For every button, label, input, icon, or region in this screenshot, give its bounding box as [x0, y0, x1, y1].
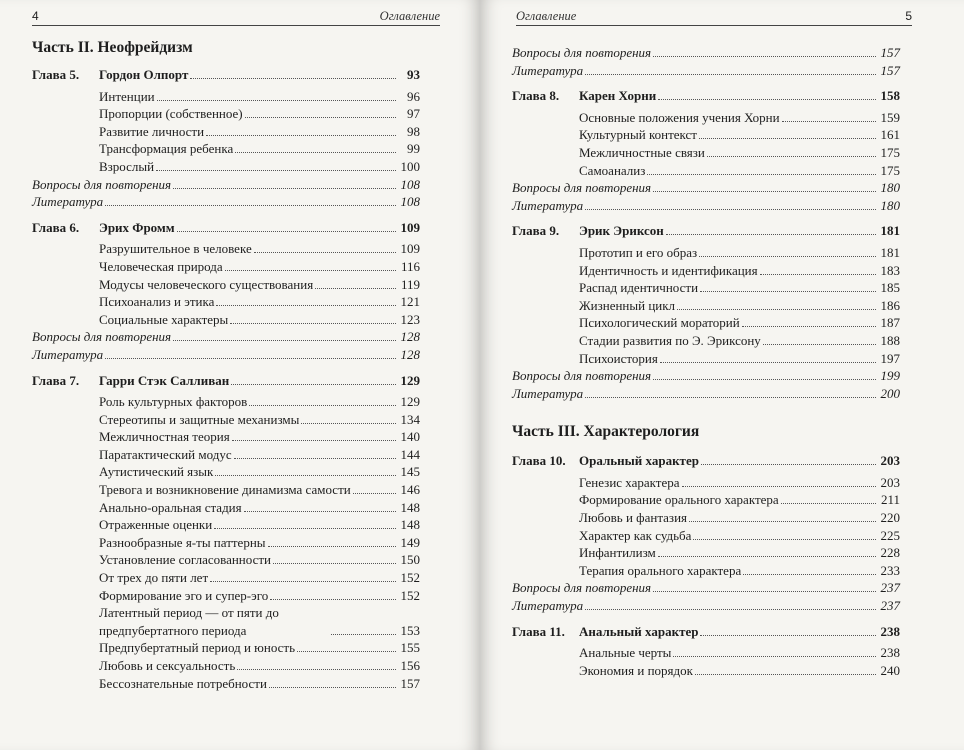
- section-page: 152: [400, 570, 420, 586]
- section-page: 148: [400, 499, 420, 515]
- leader-dots: [700, 291, 876, 292]
- section-title: Стереотипы и защитные механизмы: [99, 411, 300, 427]
- section-page: 240: [880, 662, 900, 678]
- toc-section[interactable]: [512, 162, 900, 180]
- section-page: 153: [400, 622, 420, 638]
- leader-dots: [234, 458, 396, 459]
- toc-section[interactable]: [512, 544, 900, 562]
- leader-dots: [695, 674, 876, 675]
- toc-section[interactable]: [512, 144, 900, 162]
- toc-review-questions[interactable]: [32, 328, 420, 346]
- section-title: Распад идентичности: [579, 280, 699, 296]
- chapter-title: Анальный характер: [579, 623, 699, 639]
- leader-dots: [173, 188, 396, 189]
- toc-section[interactable]: [512, 297, 900, 315]
- chapter-label: Глава 9.: [512, 223, 560, 239]
- toc-section[interactable]: [32, 293, 420, 311]
- toc-review-questions[interactable]: [512, 179, 900, 197]
- leader-dots: [743, 574, 876, 575]
- toc-chapter[interactable]: [32, 66, 420, 84]
- toc-section[interactable]: [32, 140, 420, 158]
- section-title: Бессознательные потребности: [99, 675, 267, 691]
- section-page: 220: [880, 510, 900, 526]
- toc-chapter[interactable]: [512, 222, 900, 240]
- review-page: 199: [880, 368, 900, 384]
- leader-dots: [673, 656, 876, 657]
- review-title: Вопросы для повторения: [512, 368, 652, 384]
- section-title: Латентный период — от пяти до предпубертатного периода: [99, 605, 279, 638]
- toc-section[interactable]: [512, 662, 900, 680]
- leader-dots: [206, 135, 396, 136]
- leader-dots: [699, 256, 876, 257]
- section-page: 116: [400, 258, 420, 274]
- toc-section[interactable]: [512, 126, 900, 144]
- section-title: Интенции: [99, 88, 155, 104]
- chapter-label: Глава 11.: [512, 623, 565, 639]
- toc-section[interactable]: [32, 675, 420, 693]
- leader-dots: [781, 503, 876, 504]
- toc-review-questions[interactable]: [512, 579, 900, 597]
- section-page: 146: [400, 482, 420, 498]
- section-title: Жизненный цикл: [579, 297, 676, 313]
- toc-left: [32, 36, 420, 692]
- review-title: Вопросы для повторения: [512, 45, 652, 60]
- toc-review-questions[interactable]: [512, 367, 900, 385]
- toc-section[interactable]: [512, 491, 900, 509]
- section-page: 145: [400, 464, 420, 480]
- left-running-head: [32, 8, 440, 26]
- toc-section[interactable]: [512, 244, 900, 262]
- leader-dots: [660, 362, 876, 363]
- toc-section[interactable]: [32, 105, 420, 123]
- leader-dots: [235, 152, 396, 153]
- section-title: Развитие личности: [99, 123, 205, 139]
- toc-section[interactable]: [32, 240, 420, 258]
- toc-section[interactable]: [32, 258, 420, 276]
- section-title: Социальные характеры: [99, 311, 229, 327]
- section-page: 186: [880, 297, 900, 313]
- leader-dots: [210, 581, 396, 582]
- toc-section[interactable]: [512, 474, 900, 492]
- leader-dots: [677, 309, 876, 310]
- toc-section[interactable]: [32, 587, 420, 605]
- section-page: 156: [400, 658, 420, 673]
- section-page: 175: [880, 162, 900, 178]
- leader-dots: [585, 209, 876, 210]
- section-title: Отраженные оценки: [99, 517, 213, 533]
- leader-dots: [699, 138, 876, 139]
- chapter-page: 93: [407, 67, 420, 82]
- literature-title: Литература: [512, 197, 584, 213]
- toc-literature[interactable]: [512, 197, 900, 215]
- review-title: Вопросы для повторения: [512, 580, 652, 596]
- section-page: 161: [880, 127, 900, 143]
- section-title: Инфантилизм: [579, 545, 656, 561]
- toc-section[interactable]: [32, 311, 420, 329]
- section-page: 144: [400, 446, 420, 462]
- section-title: Культурный контекст: [579, 127, 697, 143]
- chapter-label: Глава 5.: [32, 67, 80, 82]
- section-page: 228: [880, 545, 900, 561]
- toc-section[interactable]: [32, 158, 420, 176]
- chapter-page: 129: [400, 372, 420, 388]
- toc-chapter[interactable]: [32, 219, 420, 237]
- leader-dots: [216, 305, 396, 306]
- leader-dots: [268, 546, 396, 547]
- section-title: Стадии развития по Э. Эриксону: [579, 332, 761, 348]
- section-page: 181: [880, 244, 900, 260]
- section-title: Основные положения учения Хорни: [579, 109, 780, 125]
- section-title: Межличностные связи: [579, 144, 705, 160]
- toc-section[interactable]: [512, 109, 900, 127]
- toc-right: [512, 44, 900, 679]
- chapter-page: 109: [400, 219, 420, 235]
- section-title: Аутистический язык: [99, 464, 214, 480]
- section-page: 129: [400, 394, 420, 410]
- section-title: Взрослый: [99, 158, 155, 174]
- review-page: 108: [400, 176, 420, 192]
- toc-section[interactable]: [32, 411, 420, 429]
- chapter-title: Оральный характер: [579, 453, 699, 469]
- literature-page: 108: [400, 194, 420, 210]
- leader-dots: [353, 493, 396, 494]
- section-page: 159: [880, 109, 900, 125]
- running-title: Оглавление: [516, 9, 577, 23]
- chapter-page: 203: [880, 453, 900, 469]
- toc-section[interactable]: [32, 569, 420, 587]
- leader-dots: [647, 174, 876, 175]
- section-title: Психоистория: [579, 350, 658, 366]
- section-page: 225: [880, 527, 900, 543]
- toc-section[interactable]: [512, 527, 900, 545]
- leader-dots: [763, 344, 876, 345]
- review-page: 157: [880, 45, 900, 60]
- leader-dots: [653, 379, 876, 380]
- chapter-page: 158: [880, 88, 900, 104]
- chapter-page: 238: [880, 623, 900, 639]
- section-title: Прототип и его образ: [579, 244, 698, 260]
- literature-title: Литература: [32, 194, 104, 210]
- section-title: Пропорции (собственное): [99, 106, 243, 122]
- chapter-title: Эрик Эриксон: [579, 223, 664, 239]
- section-page: 175: [880, 144, 900, 160]
- leader-dots: [315, 288, 396, 289]
- chapter-label: Глава 8.: [512, 88, 560, 104]
- toc-section[interactable]: [32, 516, 420, 534]
- section-page: 155: [400, 640, 420, 656]
- section-page: 119: [400, 276, 420, 292]
- section-title: Идентичность и идентификация: [579, 262, 758, 278]
- chapter-title: Эрих Фромм: [99, 219, 175, 235]
- page-number: 5: [905, 9, 912, 23]
- leader-dots: [214, 528, 396, 529]
- section-title: Межличностная теория: [99, 429, 230, 445]
- toc-chapter[interactable]: [512, 87, 900, 105]
- review-title: Вопросы для повторения: [32, 176, 172, 192]
- leader-dots: [157, 100, 396, 101]
- chapter-title: Карен Хорни: [579, 88, 657, 104]
- leader-dots: [249, 405, 396, 406]
- toc-section[interactable]: [512, 644, 900, 662]
- section-title: Разрушительное в человеке: [99, 241, 252, 257]
- section-page: 188: [880, 332, 900, 348]
- toc-section[interactable]: [512, 332, 900, 350]
- section-title: Характер как судьба: [579, 527, 692, 543]
- leader-dots: [244, 511, 396, 512]
- toc-section[interactable]: [32, 276, 420, 294]
- toc-section[interactable]: [512, 350, 900, 368]
- leader-dots: [273, 563, 396, 564]
- section-title: Формирование эго и супер-эго: [99, 587, 269, 603]
- literature-page: 237: [880, 598, 900, 614]
- leader-dots: [231, 384, 396, 385]
- literature-title: Литература: [512, 385, 584, 401]
- page-number: 4: [32, 9, 39, 23]
- toc-chapter[interactable]: [512, 452, 900, 470]
- leader-dots: [700, 635, 876, 636]
- toc-section[interactable]: [32, 88, 420, 106]
- toc-literature[interactable]: [512, 597, 900, 615]
- section-page: 109: [400, 241, 420, 257]
- toc-chapter[interactable]: [512, 623, 900, 641]
- left-page: [0, 0, 480, 750]
- section-page: 134: [400, 411, 420, 427]
- literature-page: 200: [880, 385, 900, 401]
- toc-section[interactable]: [32, 604, 420, 639]
- leader-dots: [658, 556, 876, 557]
- chapter-page: 181: [880, 223, 900, 239]
- leader-dots: [693, 539, 876, 540]
- leader-dots: [156, 170, 396, 171]
- toc-literature[interactable]: [512, 62, 900, 80]
- section-page: 152: [400, 587, 420, 603]
- section-title: Паратактический модус: [99, 446, 232, 462]
- section-page: 149: [400, 534, 420, 550]
- section-title: Любовь и сексуальность: [99, 658, 236, 673]
- chapter-label: Глава 7.: [32, 372, 80, 388]
- section-title: Самоанализ: [579, 162, 646, 178]
- leader-dots: [585, 397, 876, 398]
- section-page: 140: [400, 429, 420, 445]
- leader-dots: [105, 205, 396, 206]
- toc-section[interactable]: [512, 509, 900, 527]
- section-page: 157: [400, 675, 420, 691]
- literature-page: 157: [880, 62, 900, 78]
- section-title: Любовь и фантазия: [579, 510, 687, 526]
- section-page: 98: [407, 123, 420, 139]
- chapter-title: Гарри Стэк Салливан: [99, 372, 230, 388]
- leader-dots: [707, 156, 876, 157]
- leader-dots: [215, 475, 396, 476]
- review-title: Вопросы для повторения: [512, 180, 652, 196]
- toc-section[interactable]: [32, 499, 420, 517]
- section-page: 123: [400, 311, 420, 327]
- part-title: Часть II. Неофрейдизм: [32, 39, 193, 56]
- toc-literature[interactable]: [32, 193, 420, 211]
- section-page: 233: [880, 562, 900, 578]
- leader-dots: [245, 117, 396, 118]
- toc-section[interactable]: [512, 314, 900, 332]
- section-page: 203: [880, 474, 900, 490]
- section-page: 185: [880, 280, 900, 296]
- leader-dots: [254, 252, 396, 253]
- section-page: 197: [880, 350, 900, 366]
- running-title: Оглавление: [379, 9, 440, 23]
- toc-section[interactable]: [512, 562, 900, 580]
- section-page: 187: [880, 315, 900, 331]
- leader-dots: [782, 121, 876, 122]
- review-page: 237: [880, 580, 900, 596]
- leader-dots: [331, 634, 396, 635]
- literature-page: 180: [880, 197, 900, 213]
- section-title: Роль культурных факторов: [99, 394, 248, 410]
- leader-dots: [653, 591, 876, 592]
- section-page: 148: [400, 517, 420, 533]
- literature-page: 128: [400, 346, 420, 362]
- leader-dots: [585, 609, 876, 610]
- leader-dots: [173, 340, 396, 341]
- leader-dots: [105, 358, 396, 359]
- toc-section[interactable]: [32, 639, 420, 657]
- leader-dots: [190, 78, 396, 79]
- leader-dots: [301, 423, 396, 424]
- toc-section[interactable]: [32, 534, 420, 552]
- toc-section[interactable]: [32, 428, 420, 446]
- section-page: 96: [407, 88, 420, 104]
- literature-title: Литература: [512, 598, 584, 614]
- toc-review-questions[interactable]: [32, 176, 420, 194]
- section-title: Формирование орального характера: [579, 492, 779, 508]
- section-page: 99: [407, 141, 420, 157]
- section-title: Анальные черты: [579, 645, 672, 661]
- section-title: Человеческая природа: [99, 258, 223, 274]
- section-title: Экономия и порядок: [579, 662, 693, 678]
- section-page: 238: [880, 645, 900, 661]
- leader-dots: [297, 651, 396, 652]
- leader-dots: [225, 270, 396, 271]
- toc-chapter[interactable]: [32, 372, 420, 390]
- toc-literature[interactable]: [512, 385, 900, 403]
- toc-section[interactable]: [32, 551, 420, 569]
- section-page: 97: [407, 106, 420, 122]
- section-page: 121: [400, 294, 420, 310]
- section-title: Терапия орального характера: [579, 562, 742, 578]
- leader-dots: [269, 687, 396, 688]
- leader-dots: [232, 440, 396, 441]
- chapter-label: Глава 6.: [32, 219, 80, 235]
- leader-dots: [237, 669, 396, 670]
- leader-dots: [760, 274, 876, 275]
- toc-section[interactable]: [32, 463, 420, 481]
- part-title: Часть III. Характерология: [512, 423, 700, 441]
- leader-dots: [653, 191, 876, 192]
- section-title: Предпубертатный период и юность: [99, 640, 296, 656]
- section-title: Психологический мораторий: [579, 315, 740, 331]
- review-page: 128: [400, 329, 420, 345]
- leader-dots: [270, 599, 396, 600]
- section-title: Психоанализ и этика: [99, 294, 215, 310]
- section-title: Модусы человеческого существования: [99, 276, 314, 292]
- section-page: 150: [400, 552, 420, 568]
- leader-dots: [585, 74, 876, 75]
- toc-section[interactable]: [32, 657, 420, 675]
- section-title: Анально-оральная стадия: [99, 499, 242, 515]
- toc-section[interactable]: [512, 262, 900, 280]
- leader-dots: [689, 521, 876, 522]
- leader-dots: [653, 56, 876, 57]
- review-title: Вопросы для повторения: [32, 329, 172, 345]
- toc-section[interactable]: [32, 446, 420, 464]
- section-title: Генезис характера: [579, 474, 680, 490]
- toc-section[interactable]: [512, 279, 900, 297]
- toc-section[interactable]: [32, 393, 420, 411]
- section-page: 211: [880, 492, 900, 508]
- section-title: Разнообразные я-ты паттерны: [99, 534, 266, 550]
- chapter-title: Гордон Олпорт: [99, 67, 189, 82]
- section-title: Установление согласованности: [99, 552, 271, 568]
- leader-dots: [701, 464, 876, 465]
- leader-dots: [742, 326, 876, 327]
- leader-dots: [658, 99, 876, 100]
- toc-section[interactable]: [32, 123, 420, 141]
- section-title: Трансформация ребенка: [99, 141, 234, 157]
- section-title: От трех до пяти лет: [99, 570, 209, 586]
- leader-dots: [666, 234, 876, 235]
- leader-dots: [230, 323, 396, 324]
- section-page: 100: [400, 158, 420, 174]
- toc-section[interactable]: [32, 481, 420, 499]
- toc-literature[interactable]: [32, 346, 420, 364]
- leader-dots: [177, 231, 396, 232]
- section-title: Тревога и возникновение динамизма самости: [99, 482, 351, 498]
- leader-dots: [682, 486, 876, 487]
- toc-review-questions[interactable]: [512, 44, 900, 62]
- literature-title: Литература: [32, 346, 104, 362]
- review-page: 180: [880, 180, 900, 196]
- section-page: 183: [880, 262, 900, 278]
- right-running-head: [516, 8, 912, 26]
- chapter-label: Глава 10.: [512, 453, 566, 469]
- literature-title: Литература: [512, 62, 584, 78]
- right-page: [480, 0, 964, 750]
